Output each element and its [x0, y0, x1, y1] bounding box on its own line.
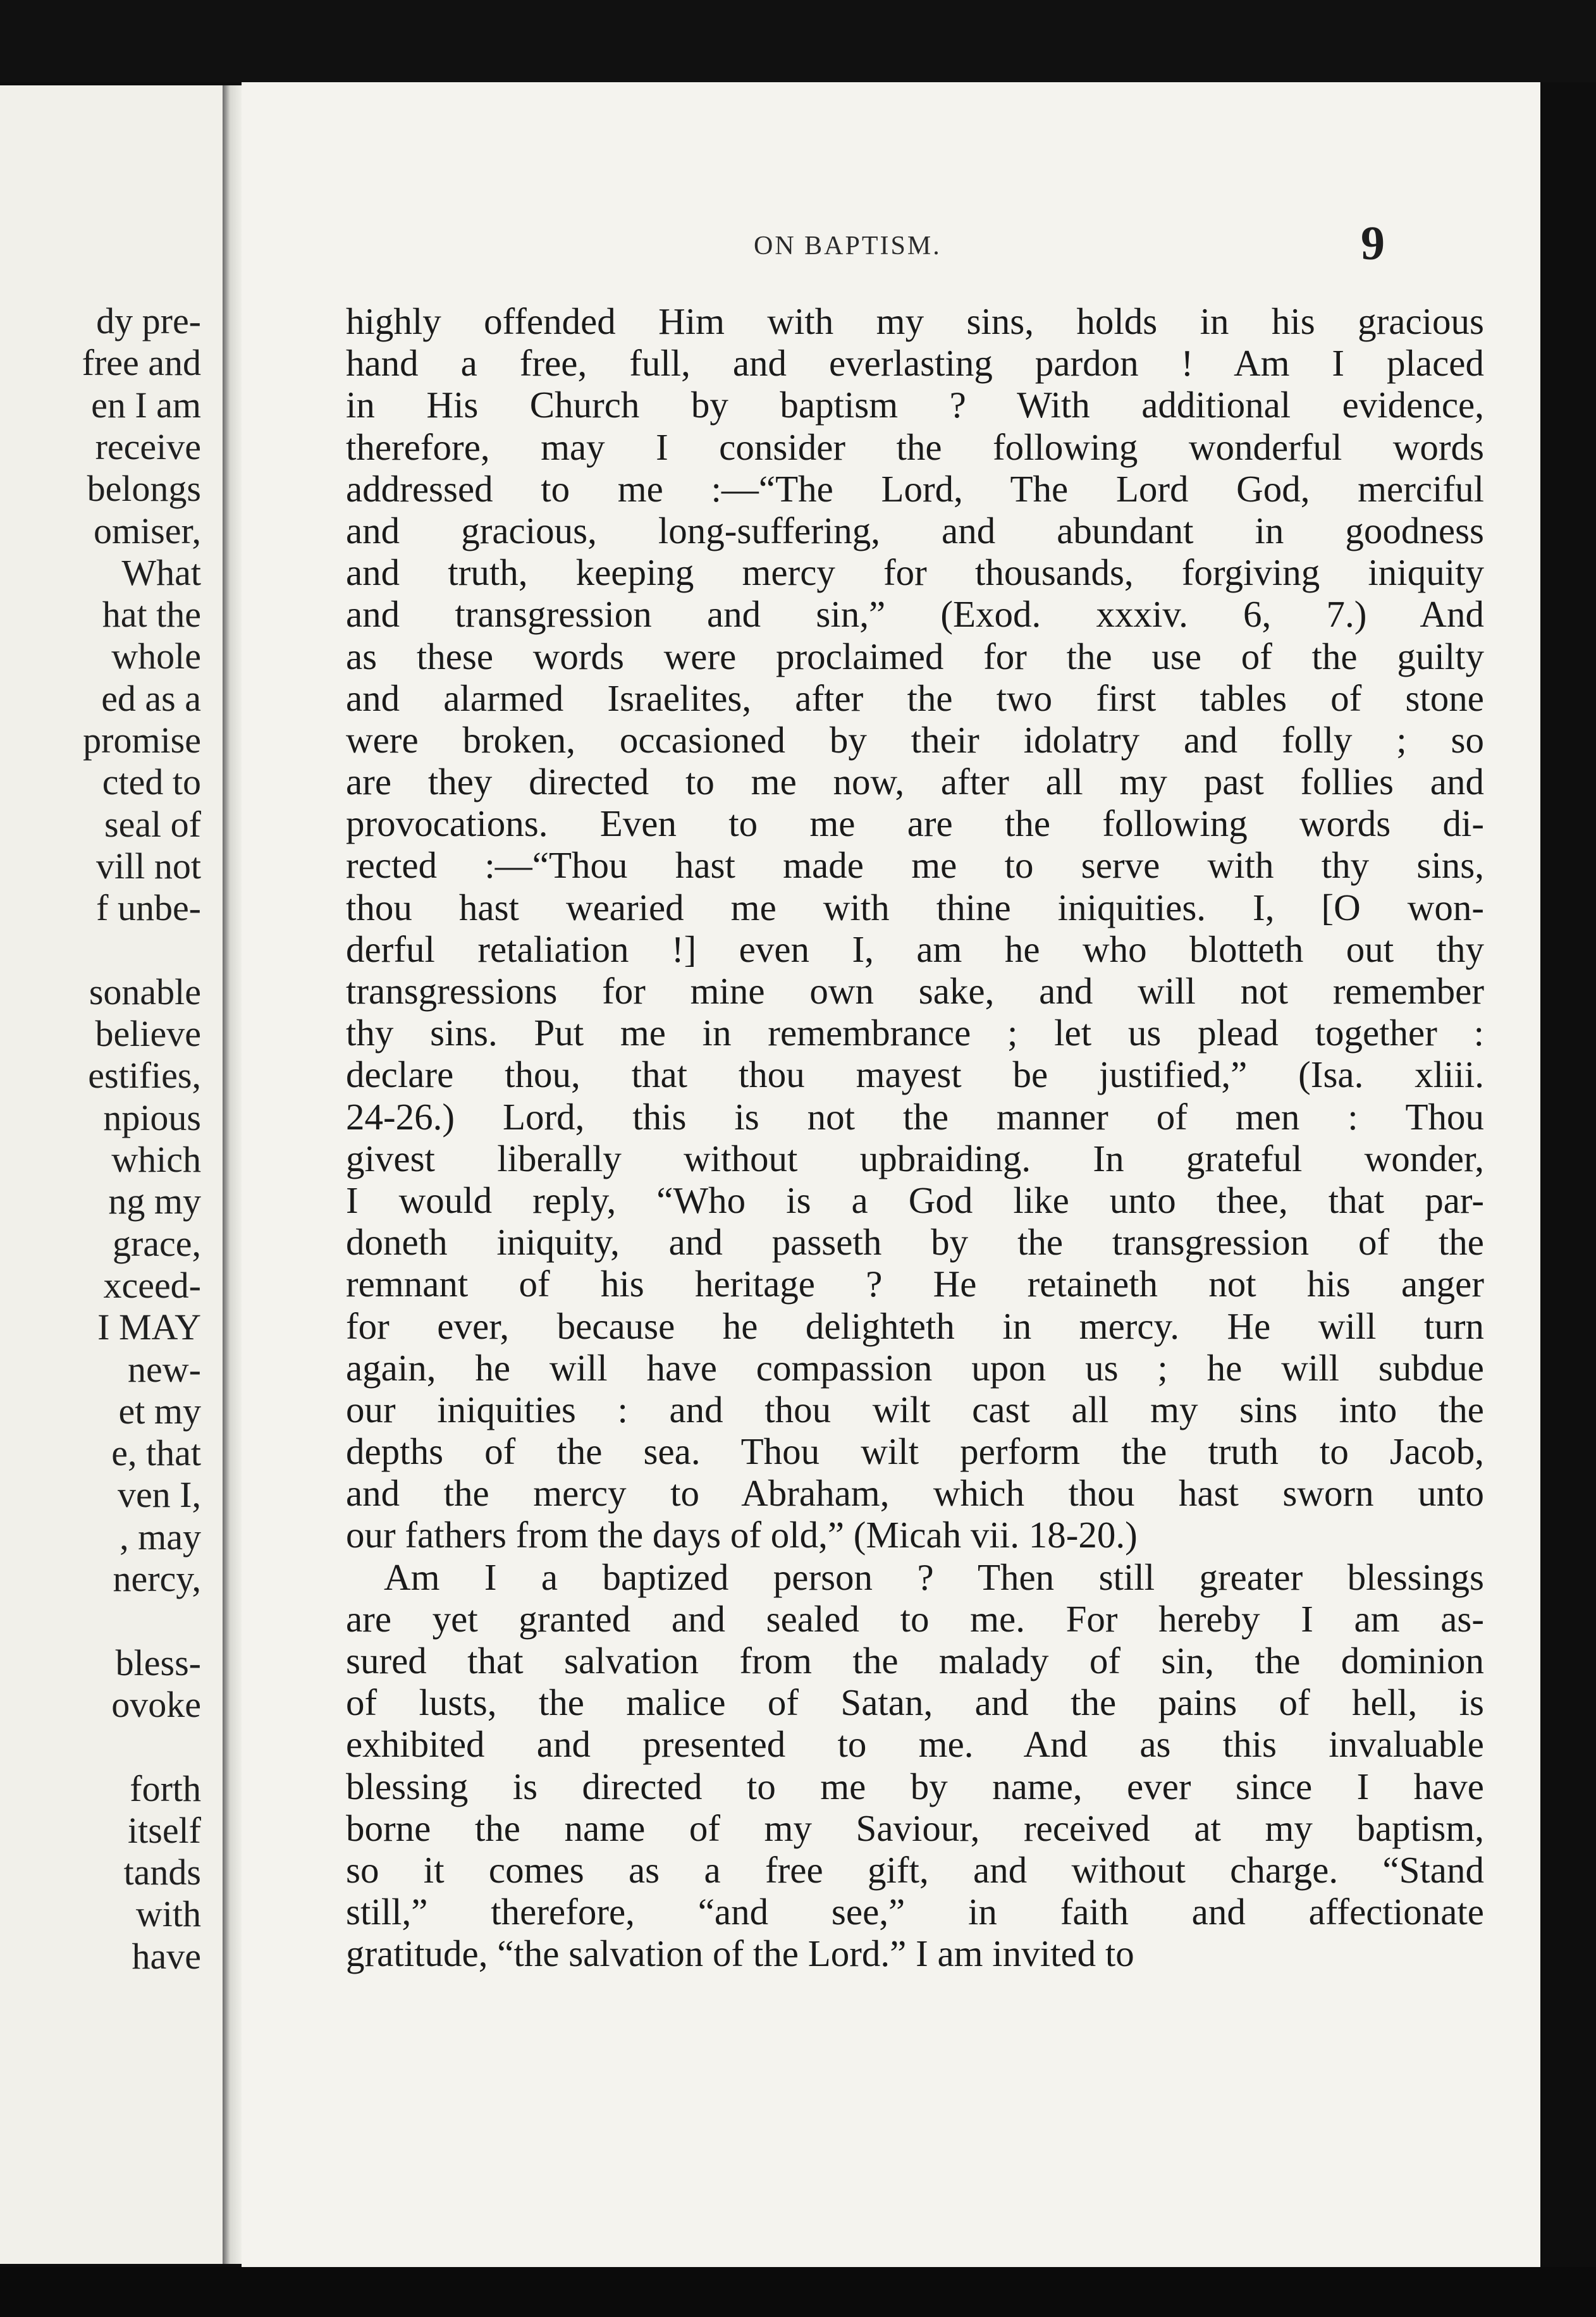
left-page-fragment [0, 85, 223, 2264]
text-line: therefore, may I consider the following wonderful words [346, 426, 1484, 468]
text-line: Am I a baptized person ? Then still greater blessings [384, 1556, 1484, 1598]
text-line: for ever, because he delighteth in mercy. He will turn [346, 1305, 1484, 1347]
text-line: our fathers from the days of old,” (Micah vii. 18-20.) [346, 1514, 1138, 1556]
text-line: in His Church by baptism ? With additional evidence, [346, 384, 1484, 426]
text-line: depths of the sea. Thou wilt perform the truth to Jacob, [346, 1430, 1484, 1473]
left-page-line: forth [130, 1767, 201, 1809]
text-line: doneth iniquity, and passeth by the transgression of the [346, 1221, 1484, 1263]
left-page-line: I MAY [97, 1306, 201, 1348]
text-line: blessing is directed to me by name, ever since I have [346, 1765, 1484, 1807]
left-page-line: have [132, 1935, 201, 1977]
left-page-line: ed as a [101, 677, 201, 719]
left-page-line: ng my [108, 1181, 201, 1222]
left-page-line: receive [95, 426, 201, 467]
left-page-line: vill not [96, 845, 201, 887]
left-page-line: with [135, 1893, 201, 1935]
left-page-line: bless- [115, 1642, 201, 1683]
text-line: provocations. Even to me are the following words di- [346, 802, 1484, 845]
left-page-line: f unbe- [96, 887, 201, 929]
left-page-line: , may [120, 1516, 201, 1558]
text-line: exhibited and presented to me. And as this invaluable [346, 1723, 1484, 1766]
text-line: derful retaliation !] even I, am he who blotteth out thy [346, 928, 1484, 970]
text-line: our iniquities : and thou wilt cast all my sins into the [346, 1388, 1484, 1430]
text-line: givest liberally without upbraiding. In grateful wonder, [346, 1137, 1484, 1179]
text-line: and truth, keeping mercy for thousands, forgiving iniquity [346, 551, 1484, 594]
left-page-line: cted to [102, 761, 201, 803]
left-page-line: itself [128, 1809, 201, 1851]
text-line: hand a free, full, and everlasting pardon ! Am I placed [346, 342, 1484, 384]
text-line: still,” therefore, “and see,” in faith and affectionate [346, 1891, 1484, 1933]
text-line: thy sins. Put me in remembrance ; let us plead together : [346, 1012, 1484, 1054]
scan-bottom-border [0, 2267, 1596, 2317]
left-page-line: e, that [111, 1432, 201, 1474]
left-page-line: promise [83, 720, 201, 761]
text-line: sured that salvation from the malady of sin, the dominion [346, 1640, 1484, 1681]
text-line: again, he will have compassion upon us ; he will subdue [346, 1346, 1484, 1389]
text-line: so it comes as a free gift, and without charge. “Stand [346, 1848, 1484, 1891]
text-line: and gracious, long-suffering, and abundant in goodness [346, 509, 1484, 551]
left-page-line: free and [82, 342, 201, 384]
text-line: and the mercy to Abraham, which thou hast sworn unto [346, 1472, 1484, 1515]
text-line: borne the name of my Saviour, received at my baptism, [346, 1807, 1484, 1849]
text-line: are yet granted and sealed to me. For hereby I am as- [346, 1597, 1484, 1640]
left-page-line: en I am [91, 384, 201, 426]
left-page-line: seal of [104, 803, 201, 845]
running-head: ON BAPTISM. [754, 231, 942, 261]
left-page-line: nercy, [113, 1558, 201, 1599]
text-line: and alarmed Israelites, after the two first tables of stone [346, 677, 1484, 719]
text-line: were broken, occasioned by their idolatry and folly ; so [346, 718, 1484, 761]
left-page-line: new- [128, 1348, 201, 1390]
left-page-line: hat the [102, 594, 201, 636]
left-page-line: omiser, [93, 510, 201, 551]
text-line: of lusts, the malice of Satan, and the pains of hell, is [346, 1681, 1484, 1724]
right-page [242, 82, 1540, 2267]
text-line: as these words were proclaimed for the use of the guilty [346, 635, 1484, 677]
left-page-line: xceed- [103, 1264, 201, 1306]
left-page-line: believe [95, 1013, 201, 1055]
text-line: are they directed to me now, after all my past follies and [346, 761, 1484, 803]
page-number: 9 [1361, 217, 1385, 270]
left-page-line: npious [103, 1097, 201, 1138]
left-page-line: sonable [89, 971, 201, 1012]
book-gutter [223, 85, 242, 2264]
left-page-line: et my [118, 1390, 201, 1432]
text-line: and transgression and sin,” (Exod. xxxiv. 6, 7.) And [346, 593, 1484, 636]
text-line: addressed to me :—“The Lord, The Lord God, merciful [346, 467, 1484, 510]
text-line: transgressions for mine own sake, and will not remember [346, 970, 1484, 1012]
text-line: declare thou, that thou mayest be justified,” (Isa. xliii. [346, 1054, 1484, 1096]
text-line: 24-26.) Lord, this is not the manner of men : Thou [346, 1095, 1484, 1138]
left-page-line: which [111, 1139, 201, 1180]
left-page-line: What [121, 551, 201, 593]
scan-top-border [0, 0, 1596, 82]
text-line: thou hast wearied me with thine iniquities. I, [O won- [346, 886, 1484, 928]
text-line: I would reply, “Who is a God like unto thee, that par- [346, 1179, 1484, 1221]
text-line: highly offended Him with my sins, holds in his gracious [346, 300, 1484, 342]
text-line: rected :—“Thou hast made me to serve with thy sins, [346, 844, 1484, 887]
left-page-line: belongs [87, 468, 201, 510]
text-line: gratitude, “the salvation of the Lord.” I am invited to [346, 1933, 1134, 1975]
left-page-line: tands [123, 1852, 201, 1893]
body-text [346, 300, 1484, 1975]
left-page-line: ven I, [117, 1474, 201, 1516]
left-page-line: ovoke [111, 1683, 201, 1725]
text-line: remnant of his heritage ? He retaineth not his anger [346, 1263, 1484, 1305]
left-page-line: whole [111, 636, 201, 677]
left-page-line: grace, [112, 1222, 201, 1264]
left-page-line: estifies, [88, 1055, 201, 1097]
left-page-line: dy pre- [96, 300, 201, 341]
